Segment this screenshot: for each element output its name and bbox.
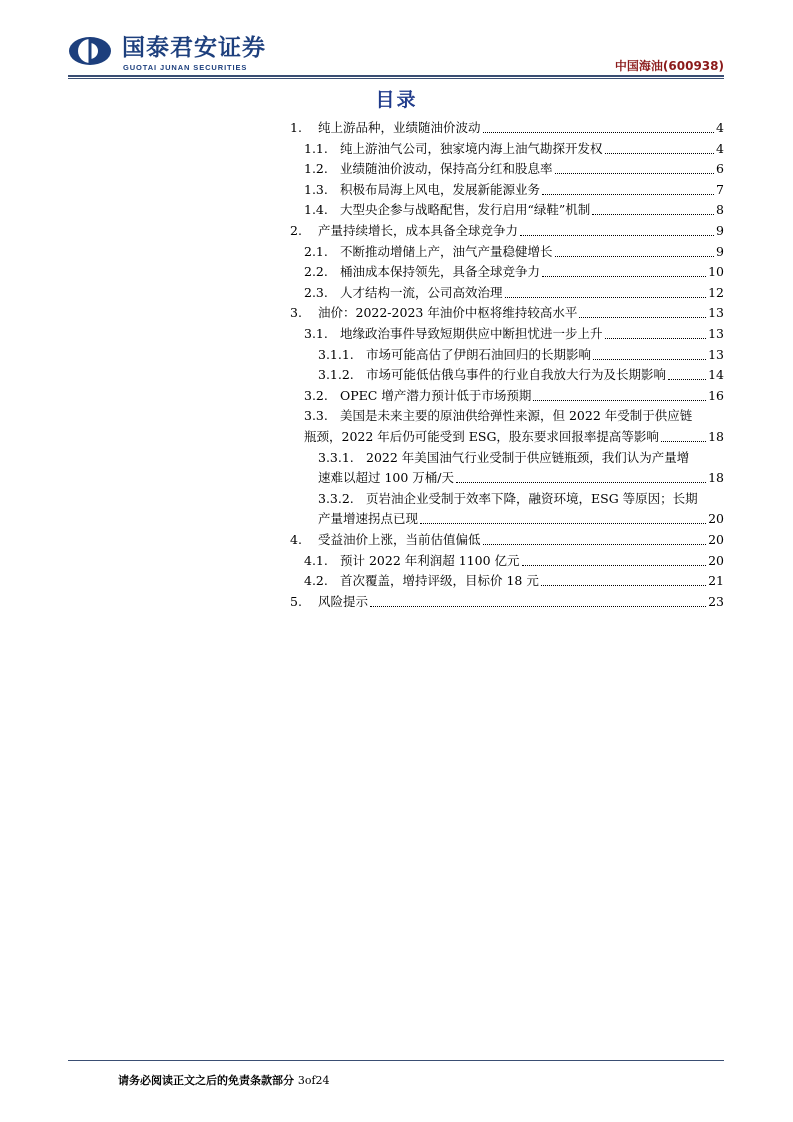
toc-entry-text: 美国是未来主要的原油供给弹性来源，但 2022 年受制于供应链 [340,408,693,424]
toc-entry-text: 桶油成本保持领先，具备全球竞争力 [340,264,541,280]
toc-leader-dots [555,172,715,174]
toc-entry[interactable] [290,303,724,323]
toc-entry-page: 12 [708,284,724,300]
toc-entry[interactable] [318,468,724,488]
toc-entry[interactable] [304,159,724,179]
toc-entry-text: 地缘政治事件导致短期供应中断担忧进一步上升 [340,326,603,341]
toc-leader-dots [522,564,707,566]
toc-entry-number: 1.3. [304,181,328,197]
toc-entry-number: 3. [290,305,302,321]
toc-leader-dots [542,275,706,277]
toc-entry[interactable] [304,324,724,344]
toc-leader-dots [541,584,706,586]
toc-entry[interactable] [290,118,724,138]
toc-entry-number: 4. [290,532,302,547]
guotai-junan-logo-icon [68,36,112,66]
toc-leader-dots [420,522,706,524]
footer-rule [68,1060,724,1061]
toc-entry-text: 市场可能高估了伊朗石油回归的长期影响 [366,346,592,362]
toc-entry-page: 8 [716,202,724,218]
toc-entry-page: 9 [716,243,724,259]
toc-entry-number: 1.4. [304,202,328,218]
toc-entry-page: 23 [708,593,724,609]
toc-title: 目录 [375,89,418,111]
toc-leader-dots [668,378,706,380]
toc-entry-number: 2. [290,223,302,238]
toc-entry-line1[interactable] [318,489,698,509]
toc-entry-text: 受益油价上涨，当前估值偏低 [318,532,481,547]
toc-entry-text: 油价：2022-2023 年油价中枢将维持较高水平 [318,305,578,321]
toc-entry-page: 13 [708,326,724,341]
toc-entry-page: 18 [708,429,724,444]
header-rule [68,75,724,77]
toc-entry-page: 6 [716,161,724,177]
toc-entry[interactable] [318,345,724,365]
toc-entry[interactable] [304,200,724,220]
toc-entry-line1[interactable] [304,406,692,426]
page-header [0,0,793,80]
toc-leader-dots [579,316,706,318]
toc-entry-text-continued: 产量增速拐点已现 [318,511,419,527]
toc-entry-number: 2.1. [304,243,328,259]
toc-entry-text: 纯上游油气公司，独家境内海上油气勘探开发权 [340,140,603,156]
toc-entry-number: 3.1. [304,326,328,341]
toc-entry-text: 2022 年美国油气行业受制于供应链瓶颈，我们认为产量增 [366,449,690,465]
toc-entry-text: 人才结构一流，公司高效治理 [340,284,503,300]
toc-entry[interactable] [304,180,724,200]
toc-entry-text: 风险提示 [318,593,369,609]
toc-entry-text: 大型央企参与战略配售，发行启用“绿鞋”机制 [340,202,591,218]
toc-entry-number: 3.3.2. [318,490,354,506]
toc-leader-dots [555,255,715,257]
toc-leader-dots [483,543,707,545]
toc-entry-page: 18 [708,470,724,486]
toc-entry[interactable] [290,530,724,550]
toc-entry-number: 3.2. [304,387,328,403]
toc-entry-page: 10 [708,264,724,280]
page-footer [118,1072,330,1088]
toc-entry-page: 14 [708,367,724,383]
toc-leader-dots [533,399,706,401]
toc-leader-dots [592,213,714,215]
toc-leader-dots [542,193,714,195]
toc-entry-number: 3.3.1. [318,449,354,465]
logo-chinese-name: 国泰君安证券 [122,35,266,61]
toc-entry-number: 1. [290,120,302,135]
toc-entry-text: 产量持续增长，成本具备全球竞争力 [318,223,519,238]
toc-entry-text: 不断推动增储上产，油气产量稳健增长 [340,243,553,259]
toc-entry-number: 2.3. [304,284,328,300]
toc-entry[interactable] [304,551,724,571]
toc-entry-text: 首次覆盖，增持评级，目标价 18 元 [340,573,539,589]
toc-leader-dots [505,296,707,298]
toc-leader-dots [456,481,706,483]
toc-entry[interactable] [304,571,724,591]
toc-entry-number: 3.3. [304,408,328,424]
toc-entry[interactable] [304,427,724,447]
toc-entry-page: 4 [716,120,724,135]
toc-leader-dots [605,152,715,154]
toc-entry-page: 13 [708,346,724,362]
toc-entry[interactable] [290,221,724,241]
toc-entry-page: 4 [716,140,724,156]
toc-entry-text: OPEC 增产潜力预计低于市场预期 [340,387,532,403]
toc-entry-number: 3.1.2. [318,367,354,383]
toc-entry[interactable] [304,139,724,159]
toc-entry[interactable] [290,592,724,612]
toc-entry-page: 7 [716,181,724,197]
toc-leader-dots [661,440,706,442]
stock-ticker: 中国海油(600938) [614,59,724,73]
logo-english-name: GUOTAI JUNAN SECURITIES [123,63,248,72]
toc-entry-page: 20 [708,511,724,527]
toc-entry[interactable] [304,283,724,303]
toc-entry-page: 21 [708,573,724,589]
toc-entry-text: 业绩随油价波动，保持高分红和股息率 [340,161,553,177]
toc-entry-number: 2.2. [304,264,328,280]
toc-entry-number: 5. [290,593,302,609]
toc-entry-page: 9 [716,223,724,238]
toc-entry-text-continued: 瓶颈，2022 年后仍可能受到 ESG，股东要求回报率提高等影响 [304,429,659,444]
page-number: 3of24 [297,1074,330,1087]
toc-entry-text: 积极布局海上风电，发展新能源业务 [340,181,541,197]
toc-entry-text: 预计 2022 年利润超 1100 亿元 [340,552,520,568]
toc-entry[interactable] [318,365,724,385]
toc-entry-text: 纯上游品种，业绩随油价波动 [318,120,481,135]
toc-leader-dots [520,234,714,236]
footer-disclaimer: 请务必阅读正文之后的免责条款部分 [118,1074,294,1087]
toc-entry-text-continued: 速难以超过 100 万桶/天 [318,470,455,486]
toc-entry-text: 页岩油企业受制于效率下降，融资环境，ESG 等原因；长期 [366,490,698,506]
toc-entry[interactable] [304,386,724,406]
toc-entry-number: 1.2. [304,161,328,177]
toc-entry-number: 4.2. [304,573,328,589]
toc-leader-dots [593,358,706,360]
toc-entry-page: 20 [708,552,724,568]
toc-entry-text: 市场可能低估俄乌事件的行业自我放大行为及长期影响 [366,367,667,383]
toc-leader-dots [483,131,715,133]
toc-entry-page: 16 [708,387,724,403]
toc-entry-line1[interactable] [318,448,689,468]
toc-entry-page: 20 [708,532,724,547]
toc-entry[interactable] [318,509,724,529]
toc-leader-dots [605,337,707,339]
toc-entry-page: 13 [708,305,724,321]
toc-entry[interactable] [304,262,724,282]
toc-entry-number: 4.1. [304,552,328,568]
toc-entry[interactable] [304,242,724,262]
header-rule-thin [68,78,724,79]
toc-entry-number: 3.1.1. [318,346,354,362]
toc-entry-number: 1.1. [304,140,328,156]
toc-leader-dots [370,605,706,607]
